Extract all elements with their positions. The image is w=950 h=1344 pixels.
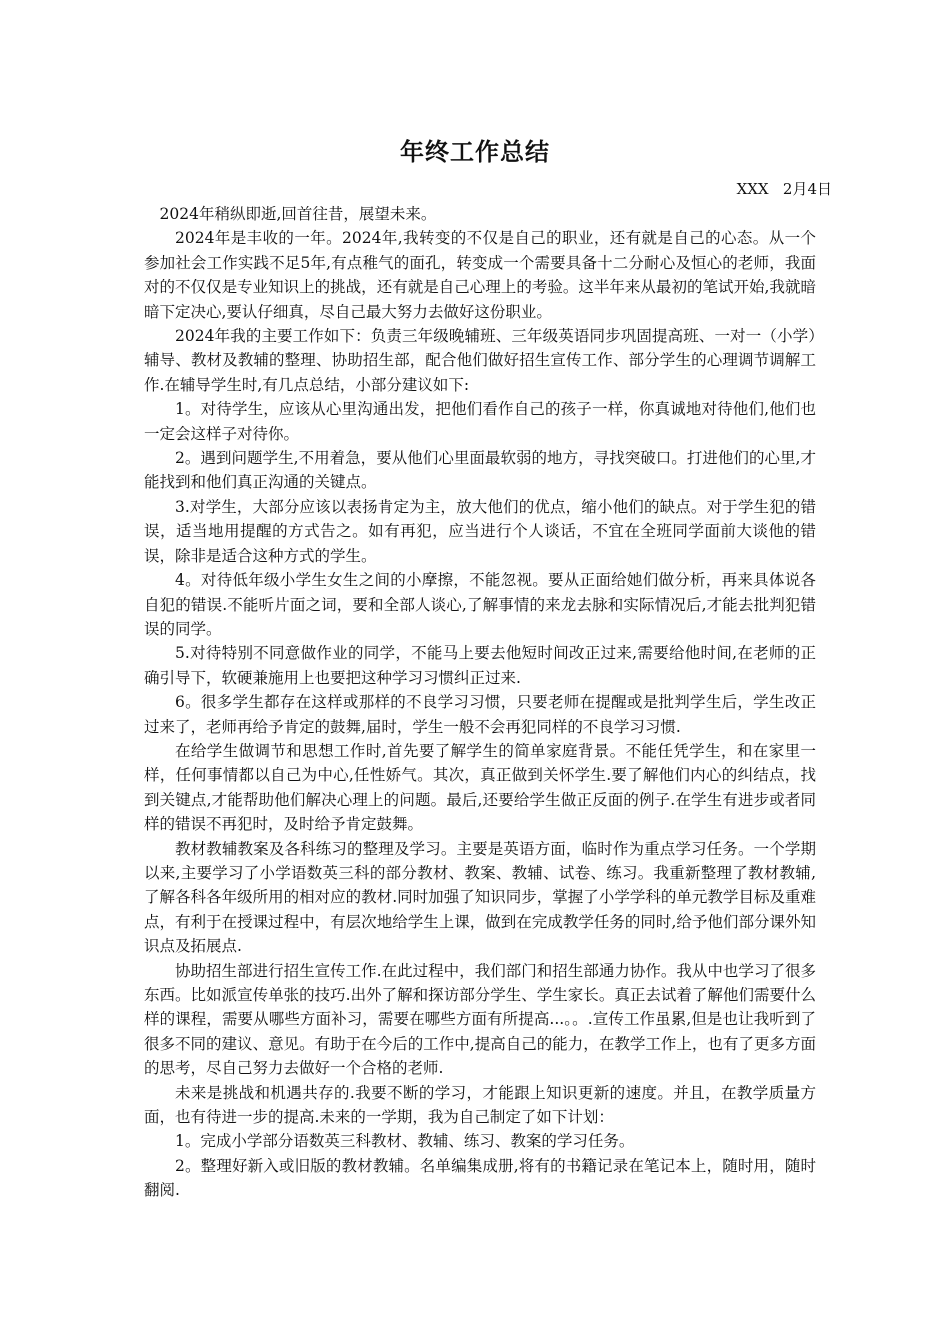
author-date-line: XXX 2月4日 <box>736 180 832 198</box>
list-item-paragraph: 6。很多学生都存在这样或那样的不良学习习惯，只要老师在提醒或是批判学生后，学生改正过来了，老师再给予肯定的鼓舞,届时，学生一般不会再犯同样的不良学习习惯. <box>144 693 816 736</box>
plan-item-paragraph: 2。整理好新入或旧版的教材教辅。名单编集成册,将有的书籍记录在笔记本上，随时用，随时翻阅. <box>144 1156 816 1200</box>
list-item-paragraph: 1。对待学生，应该从心里沟通出发，把他们看作自己的孩子一样，你真诚地对待他们,他们也一定会这样子对待你。 <box>144 400 816 443</box>
plan-item-paragraph: 1。完成小学部分语数英三科教材、教辅、练习、教案的学习任务。 <box>175 1132 635 1151</box>
list-item-paragraph: 2。遇到问题学生,不用着急，要从他们心里面最软弱的地方，寻找突破口。打进他们的心里,才能找到和他们真正沟通的关键点。 <box>144 449 816 492</box>
paragraph: 未来是挑战和机遇共存的.我要不断的学习，才能跟上知识更新的速度。并且，在教学质量方面，也有待进一步的提高.未来的一学期，我为自己制定了如下计划： <box>144 1083 816 1127</box>
document-title: 年终工作总结 <box>400 138 550 166</box>
list-item-paragraph: 3.对学生，大部分应该以表扬肯定为主，放大他们的优点，缩小他们的缺点。对于学生犯的错误，适当地用提醒的方式告之。如有再犯，应当进行个人谈话，不宜在全班同学面前大谈他的错误，除非是适合这种方式的学生。 <box>144 497 816 565</box>
paragraph: 协助招生部进行招生宣传工作.在此过程中，我们部门和招生部通力协作。我从中也学习了很多东西。比如派宣传单张的技巧.出外了解和探访部分学生、学生家长。真正去试着了解他们需要什么样的课程，需要从哪些方面补习，需要在哪些方面有所提高...。。.宣传工作虽累,但是也让我听到了很多不同的建议、意见。有助于在今后的工作中,提高自己的能力，在教学工作上，也有了更多方面的思考，尽自己努力去做好一个合格的老师. <box>144 961 816 1078</box>
paragraph: 教材教辅教案及各科练习的整理及学习。主要是英语方面，临时作为重点学习任务。一个学期以来,主要学习了小学语数英三科的部分教材、教案、教辅、试卷、练习。我重新整理了教材教辅,了解各科各年级所用的相对应的教材.同时加强了知识同步，掌握了小学学科的单元教学目标及重难点，有利于在授课过程中，有层次地给学生上课，做到在完成教学任务的同时,给予他们部分课外知识点及拓展点. <box>144 839 816 956</box>
list-item-paragraph: 5.对待特别不同意做作业的同学，不能马上要去他短时间改正过来,需要给他时间,在老师的正确引导下，软硬兼施用上也要把这种学习习惯纠正过来. <box>144 644 816 687</box>
paragraph-intro: 2024年稍纵即逝,回首往昔，展望未来。 <box>159 205 437 223</box>
document-body <box>144 202 816 1203</box>
paragraph: 2024年是丰收的一年。2024年,我转变的不仅是自己的职业，还有就是自己的心态。从一个参加社会工作实践不足5年,有点稚气的面孔，转变成一个需要具备十二分耐心及恒心的老师，我面对的不仅仅是专业知识上的挑战，还有就是自己心理上的考验。这半年来从最初的笔试开始,我就暗暗下定决心,要认仔细真，尽自己最大努力去做好这份职业。 <box>144 229 816 321</box>
list-item-paragraph: 4。对待低年级小学生女生之间的小摩擦，不能忽视。要从正面给她们做分析，再来具体说各自犯的错误.不能听片面之词，要和全部人谈心,了解事情的来龙去脉和实际情况后,才能去批判犯错误的同学。 <box>144 571 816 638</box>
paragraph: 在给学生做调节和思想工作时,首先要了解学生的简单家庭背景。不能任凭学生，和在家里一样，任何事情都以自己为中心,任性娇气。其次，真正做到关怀学生.要了解他们内心的纠结点，找到关键点,才能帮助他们解决心理上的问题。最后,还要给学生做正反面的例子.在学生有进步或者同样的错误不再犯时，及时给予肯定鼓舞。 <box>144 741 816 834</box>
paragraph: 2024年我的主要工作如下：负责三年级晚辅班、三年级英语同步巩固提高班、一对一（小学）辅导、教材及教辅的整理、协助招生部，配合他们做好招生宣传工作、部分学生的心理调节调解工作.在辅导学生时,有几点总结，小部分建议如下: <box>144 327 816 394</box>
